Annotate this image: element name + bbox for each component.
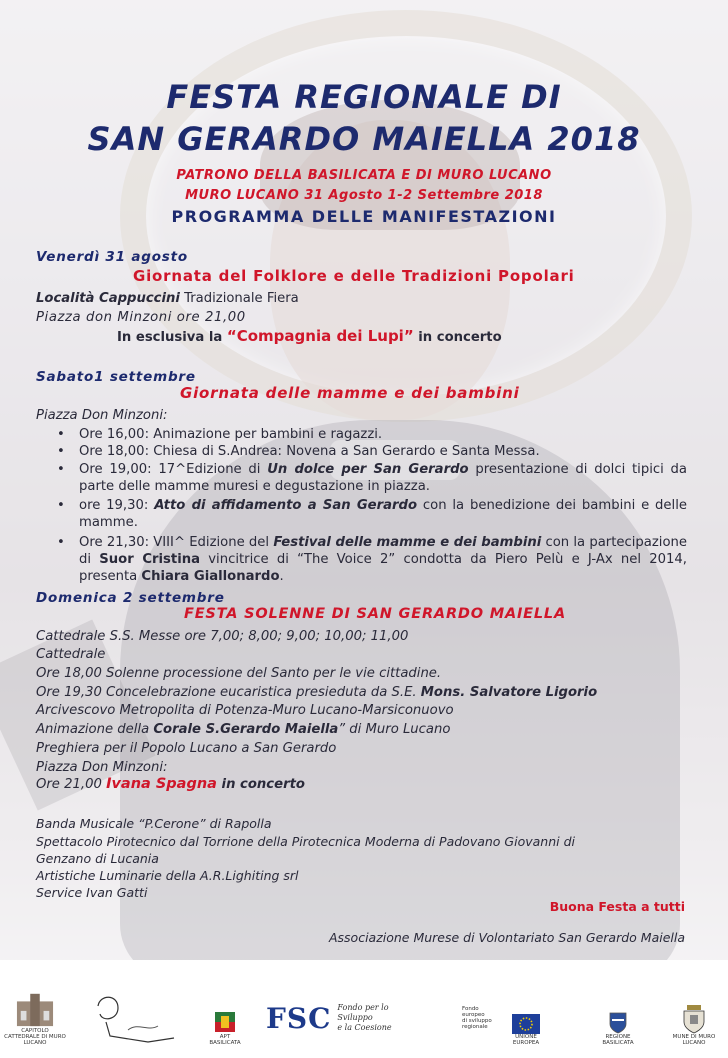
saturday-item-5-mid2: vincitrice di “The Voice 2” condotta da Piero Pelù e J-Ax nel 2014, presenta <box>79 552 687 584</box>
regione-logo <box>590 990 646 1046</box>
saturday-item-2: • Ore 18,00: Chiesa di S.Andrea: Novena a San Gerardo e Santa Messa. <box>79 443 687 460</box>
saturday-item-5-end: . <box>279 569 284 584</box>
friday-location <box>36 290 299 307</box>
saturday-item-5-pre: Ore 21,30: VIII^ Edizione del <box>79 535 274 550</box>
saturday-item-1: • Ore 16,00: Animazione per bambini e ragazzi. <box>79 426 687 443</box>
saturday-item-3-bold: Un dolce per San Gerardo <box>267 462 469 477</box>
sunday-line-6-post: ” di Muro Lucano <box>338 722 451 737</box>
sunday-line-9-name: Ivana Spagna <box>106 776 217 792</box>
sunday-line-9 <box>36 776 305 793</box>
comune-logo-text: MUNE DI MURO LUCANO <box>672 1034 716 1046</box>
friday-location-detail: Tradizionale Fiera <box>179 291 299 306</box>
saint-sketch-logo <box>88 990 178 1046</box>
sunday-line-1: Cattedrale S.S. Messe ore 7,00; 8,00; 9,00; 10,00; 11,00 <box>36 629 409 644</box>
fesr-line-1: Fondo <box>462 1006 479 1012</box>
sponsor-logos <box>0 990 728 1050</box>
saturday-item-3-post: presentazione di dolci tipici da parte delle mamme muresi e degustazione in piazza. <box>79 462 687 494</box>
friday-event-title: Giornata del Folklore e delle Tradizioni Popolari <box>133 267 575 285</box>
credit-line-2: Spettacolo Pirotecnico dal Torrione della Pirotecnica Moderna di Padovano Giovanni di <box>36 834 575 849</box>
fesr-line-2: europeo <box>462 1012 485 1018</box>
friday-heading: Venerdì 31 agosto <box>36 249 188 265</box>
saturday-event-title: Giornata delle mamme e dei bambini <box>180 384 520 402</box>
comune-logo <box>664 990 724 1046</box>
apt-logo-text: APT BASILICATA <box>209 1034 241 1046</box>
fesr-logo <box>462 990 498 1046</box>
credit-line-5: Service Ivan Gatti <box>36 885 148 900</box>
sunday-line-4 <box>36 684 597 701</box>
fesr-line-4: regionale <box>462 1024 488 1030</box>
capitolo-logo <box>4 990 66 1046</box>
credit-line-4: Artistiche Luminarie della A.R.Lighiting srl <box>36 868 299 883</box>
saturday-item-5 <box>79 534 687 585</box>
sunday-line-6-pre: Animazione della <box>36 722 154 737</box>
sunday-line-2: Cattedrale <box>36 647 106 662</box>
saturday-heading: Sabato1 settembre <box>36 369 196 385</box>
saturday-item-5-chiara: Chiara Giallonardo <box>141 569 280 584</box>
eu-logo <box>504 990 548 1046</box>
sunday-line-3: Ore 18,00 Solenne processione del Santo per le vie cittadine. <box>36 666 442 681</box>
sunday-line-7: Preghiera per il Popolo Lucano a San Gerardo <box>36 741 337 756</box>
apt-icon <box>213 1010 237 1034</box>
fsc-logo <box>266 990 396 1046</box>
eu-flag-icon <box>512 1014 540 1034</box>
saturday-piazza: Piazza Don Minzoni: <box>36 408 168 423</box>
fsc-logo-text-1: Fondo per lo Sviluppo <box>337 1003 389 1022</box>
sunday-line-4-pre: Ore 19,30 Concelebrazione eucaristica presieduta da S.E. <box>36 685 421 700</box>
fsc-logo-mark: FSC <box>266 1001 332 1035</box>
saint-sketch-icon <box>88 992 178 1046</box>
comune-crest-icon <box>681 1004 707 1034</box>
saturday-item-5-mid: con la partecipazione di <box>79 535 687 567</box>
title-line-2: SAN GERARDO MAIELLA 2018 <box>87 120 641 158</box>
closing-greeting: Buona Festa a tutti <box>549 899 685 914</box>
credit-line-1: Banda Musicale “P.Cerone” di Rapolla <box>36 816 272 831</box>
fesr-line-3: di sviluppo <box>462 1018 492 1024</box>
eu-logo-text: UNIONE EUROPEA <box>512 1034 540 1046</box>
saturday-item-4-pre: ore 19,30: <box>79 498 155 513</box>
saturday-item-5-suor: Suor Cristina <box>99 552 201 567</box>
fsc-logo-text-2: e la Coesione <box>337 1023 392 1032</box>
saturday-item-4 <box>79 497 687 531</box>
friday-piazza: Piazza don Minzoni ore 21,00 <box>36 310 246 325</box>
apt-logo <box>205 990 245 1046</box>
credit-line-3: Genzano di Lucania <box>36 851 159 866</box>
friday-concert-post: in concerto <box>413 330 502 345</box>
friday-location-name: Località Cappuccini <box>36 291 180 306</box>
sunday-line-6-bold: Corale S.Gerardo Maiella <box>153 722 339 737</box>
regione-crest-icon <box>609 1012 627 1034</box>
cathedral-icon <box>10 990 60 1028</box>
sunday-line-5: Arcivescovo Metropolita di Potenza-Muro Lucano-Marsiconuovo <box>36 703 454 718</box>
sunday-line-9-post: in concerto <box>216 777 305 792</box>
saturday-item-4-bold: Atto di affidamento a San Gerardo <box>154 498 418 513</box>
patron-subtitle: PATRONO DELLA BASILICATA E DI MURO LUCANO <box>176 168 552 183</box>
title-line-1: FESTA REGIONALE DI <box>166 78 562 116</box>
sunday-heading: Domenica 2 settembre <box>36 590 225 606</box>
dates-subtitle: MURO LUCANO 31 Agosto 1-2 Settembre 2018 <box>185 188 543 203</box>
friday-concert-pre: In esclusiva la <box>117 330 227 345</box>
capitolo-logo-text: CAPITOLO CATTEDRALE DI MURO LUCANO <box>4 1028 66 1046</box>
program-heading: PROGRAMMA DELLE MANIFESTAZIONI <box>171 207 557 226</box>
association-signature: Associazione Murese di Volontariato San Gerardo Maiella <box>328 930 685 945</box>
sunday-line-6 <box>36 721 450 738</box>
saturday-item-5-bold: Festival delle mamme e dei bambini <box>273 535 542 550</box>
saturday-item-4-post: con la benedizione dei bambini e delle mamme. <box>79 498 687 530</box>
saturday-item-3-pre: Ore 19,00: 17^Edizione di <box>79 462 268 477</box>
sunday-line-4-bold: Mons. Salvatore Ligorio <box>420 685 598 700</box>
sunday-line-9-pre: Ore 21,00 <box>36 777 107 792</box>
sunday-line-8: Piazza Don Minzoni: <box>36 760 168 775</box>
regione-logo-text: REGIONE BASILICATA <box>602 1034 634 1046</box>
fsc-logo-text <box>337 1003 396 1033</box>
friday-concert-name: “Compagnia dei Lupi” <box>226 327 414 345</box>
sunday-event-title: FESTA SOLENNE DI SAN GERARDO MAIELLA <box>184 606 566 622</box>
saturday-item-3 <box>79 461 687 495</box>
friday-concert <box>117 328 502 346</box>
